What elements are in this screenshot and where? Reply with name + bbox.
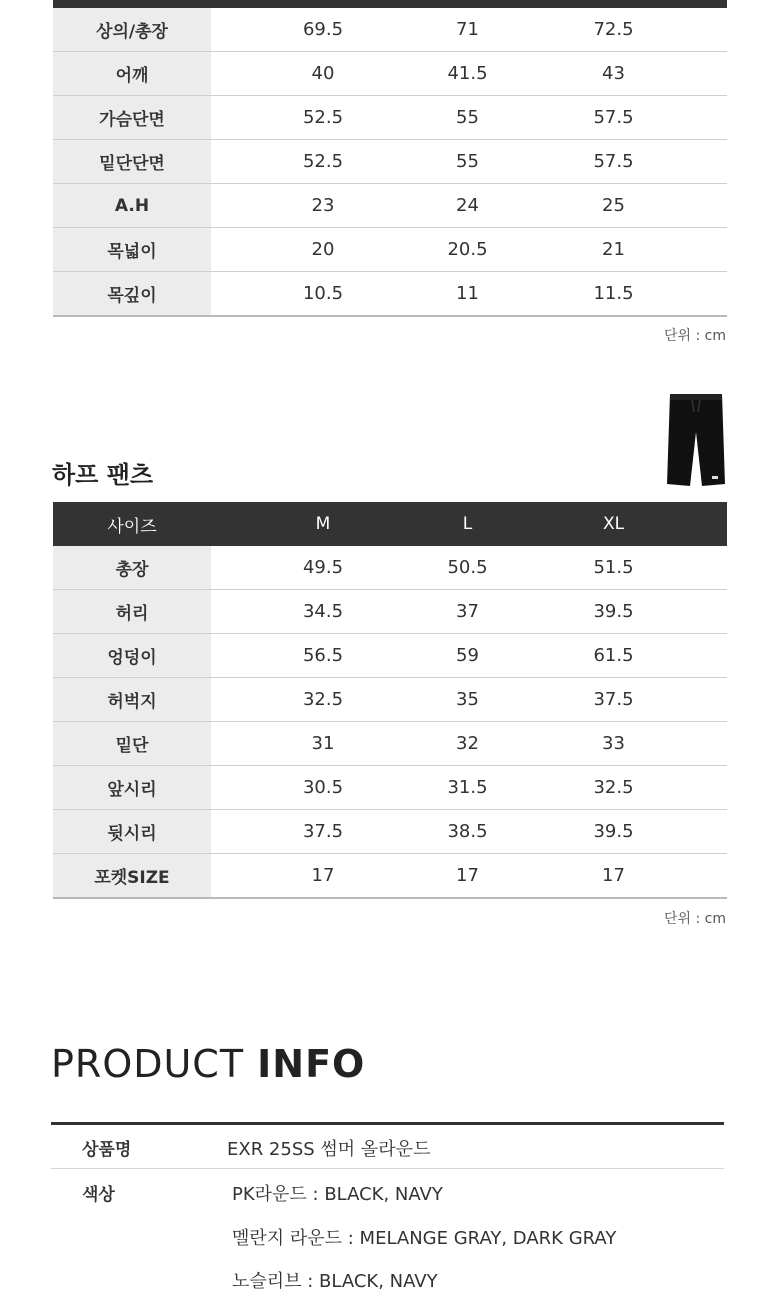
row-label: 허벅지 [53,678,211,722]
table-cell: 41.5 [435,52,500,96]
table-cell: 72.5 [500,8,727,52]
table-row [53,766,727,810]
table-cell: 39.5 [500,810,727,854]
product-info-title-bold: INFO [257,1042,366,1086]
pants-section-title: 하프 팬츠 [52,461,154,489]
unit-label-top: 단위 : cm [663,328,726,344]
table-row [53,140,727,184]
table-cell: 59 [435,634,500,678]
table-cell: 52.5 [211,140,435,184]
table-cell: 55 [435,140,500,184]
table-row [53,52,727,96]
table-cell: 20.5 [435,228,500,272]
header-cell: 사이즈 [53,502,211,546]
table-cell: 31.5 [435,766,500,810]
table-row [53,272,727,317]
row-label: A.H [53,184,211,228]
row-label: 엉덩이 [53,634,211,678]
table-cell: 11 [435,272,500,317]
table-cell: 56.5 [211,634,435,678]
info-key-color: 색상 [82,1185,115,1205]
table-row [53,634,727,678]
table-row [53,96,727,140]
info-value-name: EXR 25SS 썸머 올라운드 [227,1139,431,1160]
table-cell: 50.5 [435,546,500,590]
table-cell: 32.5 [211,678,435,722]
table-cell: 21 [500,228,727,272]
info-value-color: 멜란지 라운드 : MELANGE GRAY, DARK GRAY [232,1228,617,1249]
table-row [53,810,727,854]
table-row [53,854,727,899]
table-cell: 30.5 [211,766,435,810]
table-cell: 24 [435,184,500,228]
table-row [53,546,727,590]
table-cell: 52.5 [211,96,435,140]
info-value-color: 노슬리브 : BLACK, NAVY [232,1271,438,1292]
table-cell: 37.5 [500,678,727,722]
table-cell: 34.5 [211,590,435,634]
row-label: 포켓SIZE [53,854,211,899]
row-label: 밑단 [53,722,211,766]
table-cell: 40 [211,52,435,96]
row-label: 상의/총장 [53,8,211,52]
row-label: 목깊이 [53,272,211,317]
row-label: 가슴단면 [53,96,211,140]
table-row [53,8,727,52]
table-cell: 32 [435,722,500,766]
header-cell: L [435,502,500,546]
pants-header-row [53,502,727,546]
header-cell: XL [500,502,727,546]
product-info-title-light: PRODUCT [51,1042,258,1086]
table-cell: 32.5 [500,766,727,810]
table-cell: 11.5 [500,272,727,317]
table-cell: 31 [211,722,435,766]
table-row [53,722,727,766]
table-cell: 35 [435,678,500,722]
row-label: 앞시리 [53,766,211,810]
product-info-title [51,1042,365,1086]
table-cell: 37.5 [211,810,435,854]
row-label: 밑단단면 [53,140,211,184]
table-cell: 17 [211,854,435,899]
table-cell: 10.5 [211,272,435,317]
top-table-header-bar [53,0,727,8]
table-cell: 39.5 [500,590,727,634]
table-cell: 23 [211,184,435,228]
table-cell: 20 [211,228,435,272]
pants-size-table [53,502,727,899]
table-cell: 17 [435,854,500,899]
table-cell: 25 [500,184,727,228]
table-row [53,590,727,634]
top-size-table [53,8,727,317]
table-cell: 17 [500,854,727,899]
table-cell: 71 [435,8,500,52]
row-label: 어깨 [53,52,211,96]
row-label: 총장 [53,546,211,590]
table-row [53,678,727,722]
info-row-divider [51,1168,724,1169]
table-cell: 33 [500,722,727,766]
header-cell: M [211,502,435,546]
table-cell: 49.5 [211,546,435,590]
table-cell: 37 [435,590,500,634]
table-cell: 43 [500,52,727,96]
row-label: 목넓이 [53,228,211,272]
table-cell: 61.5 [500,634,727,678]
info-top-divider [51,1122,724,1125]
table-cell: 51.5 [500,546,727,590]
info-key-name: 상품명 [82,1140,132,1160]
table-cell: 69.5 [211,8,435,52]
table-row [53,184,727,228]
unit-label-pants: 단위 : cm [663,911,726,927]
row-label: 허리 [53,590,211,634]
table-row [53,228,727,272]
shorts-icon [666,392,726,488]
table-cell: 57.5 [500,96,727,140]
info-value-color: PK라운드 : BLACK, NAVY [232,1184,443,1205]
table-cell: 38.5 [435,810,500,854]
table-cell: 55 [435,96,500,140]
table-cell: 57.5 [500,140,727,184]
row-label: 뒷시리 [53,810,211,854]
